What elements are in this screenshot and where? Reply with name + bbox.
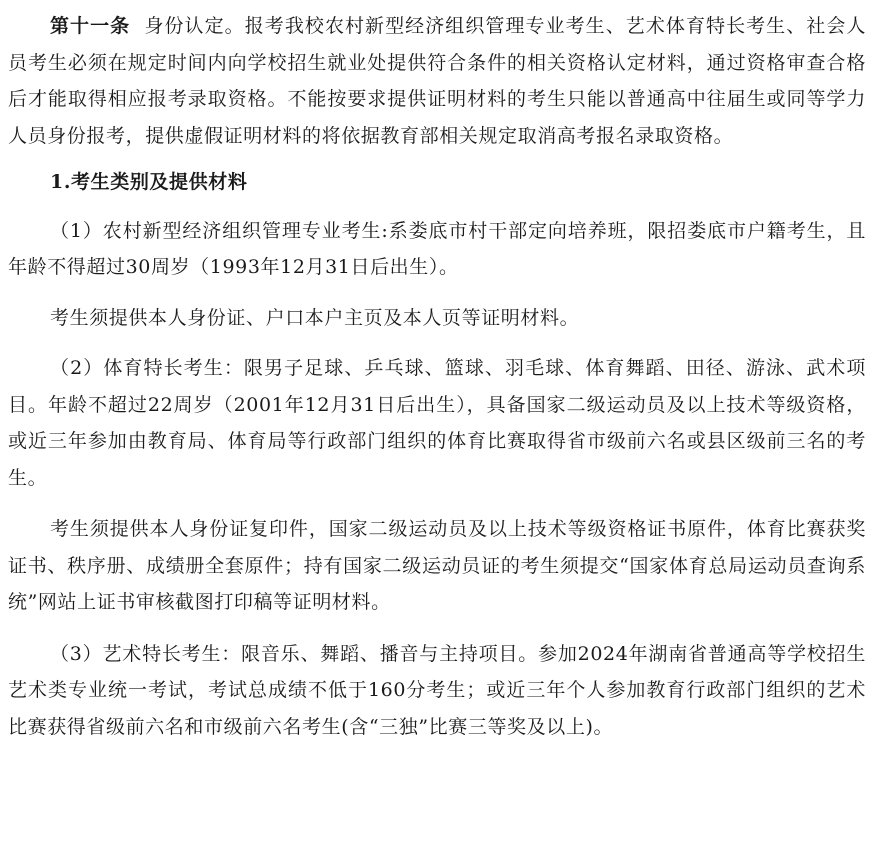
article-number: 第十一条 (50, 15, 131, 37)
article-11-paragraph (8, 8, 866, 154)
paragraph-sports-materials: 考生须提供本人身份证复印件，国家二级运动员及以上技术等级资格证书原件，体育比赛获奖证书、秩序册、成绩册全套原件；持有国家二级运动员证的考生须提交“国家体育总局运动员查询系统”网站上证书审核截图打印稿等证明材料。 (8, 518, 866, 613)
article-text: 身份认定。报考我校农村新型经济组织管理专业考生、艺术体育特长考生、社会人员考生必须在规定时间内向学校招生就业处提供符合条件的相关资格认定材料，通过资格审查合格后才能取得相应报考录取资格。不能按要求提供证明材料的考生只能以普通高中往届生或同等学力人员身份报考，提供虚假证明材料的将依据教育部相关规定取消高考报名录取资格。 (8, 15, 867, 147)
paragraph-rural-materials: 考生须提供本人身份证、户口本户主页及本人页等证明材料。 (50, 306, 580, 329)
section-heading-categories: 1.考生类别及提供材料 (50, 171, 248, 193)
paragraph-sports-students: （2）体育特长考生：限男子足球、乒乓球、篮球、羽毛球、体育舞蹈、田径、游泳、武术项目。年龄不超过22周岁（2001年12月31日后出生），具备国家二级运动员及以上技术等级资格，或近三年参加由教育局、体育局等行政部门组织的体育比赛取得省市级前六名或县区级前三名的考生。 (8, 357, 866, 489)
paragraph-rural-economy-students: （1）农村新型经济组织管理专业考生:系娄底市村干部定向培养班，限招娄底市户籍考生，且年龄不得超过30周岁（1993年12月31日后出生）。 (8, 219, 866, 278)
paragraph-art-students: （3）艺术特长考生：限音乐、舞蹈、播音与主持项目。参加2024年湖南省普通高等学校招生艺术类专业统一考试，考试总成绩不低于160分考生；或近三年个人参加教育行政部门组织的艺术比赛获得省级前六名和市级前六名考生(含“三独”比赛三等奖及以上)。 (8, 642, 866, 738)
